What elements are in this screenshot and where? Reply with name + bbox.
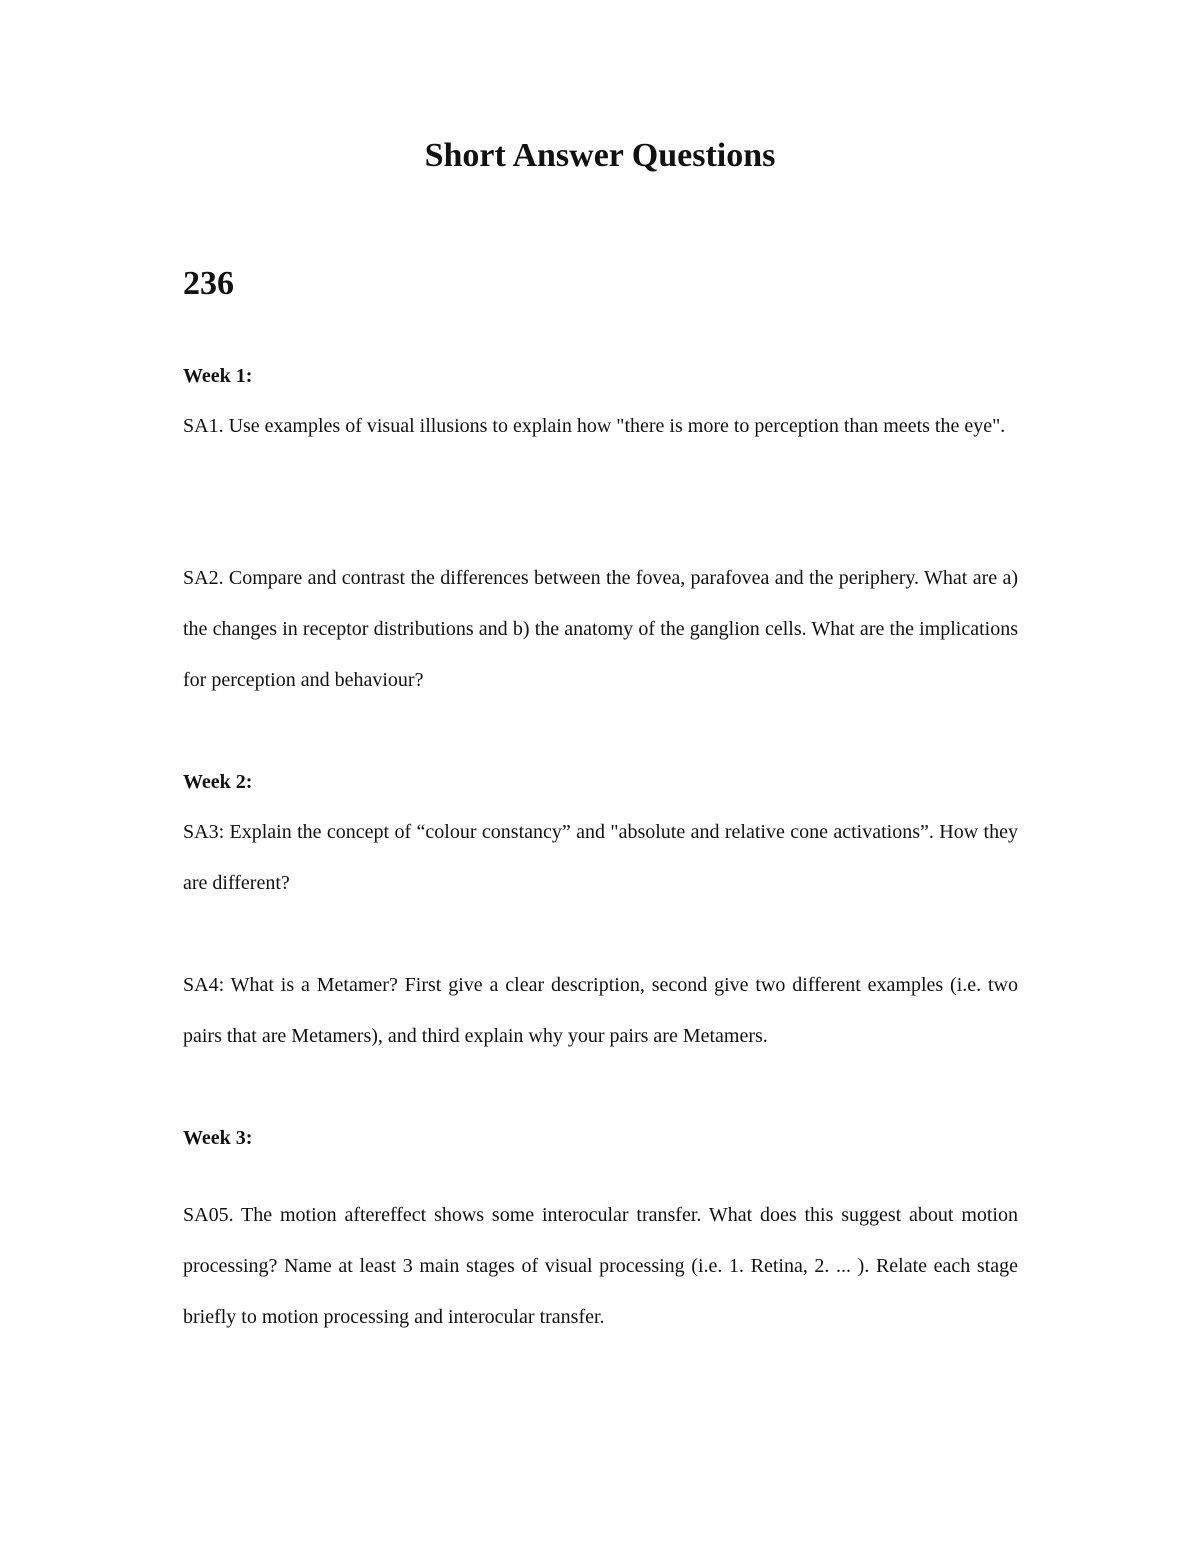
page-title: Short Answer Questions <box>424 137 776 174</box>
question-sa2: SA2. Compare and contrast the differences between the fovea, parafovea and the periphery. What are a) the changes in receptor distributions and b) the anatomy of the ganglion cells. What are the implications for perception and behaviour? <box>183 567 1018 691</box>
week-2-heading: Week 2: <box>183 771 253 793</box>
question-sa3: SA3: Explain the concept of “colour constancy” and "absolute and relative cone activations”. How they are different? <box>183 821 1018 894</box>
course-code: 236 <box>183 265 234 302</box>
question-sa1: SA1. Use examples of visual illusions to explain how "there is more to perception than meets the eye". <box>183 415 1006 437</box>
question-sa4: SA4: What is a Metamer? First give a clear description, second give two different examples (i.e. two pairs that are Metamers), and third explain why your pairs are Metamers. <box>183 974 1018 1047</box>
question-sa05: SA05. The motion aftereffect shows some interocular transfer. What does this suggest about motion processing? Name at least 3 main stages of visual processing (i.e. 1. Retina, 2. ... ). Relate each stage briefly to motion processing and interocular transfer. <box>183 1204 1018 1328</box>
week-3-heading: Week 3: <box>183 1127 253 1149</box>
week-1-heading: Week 1: <box>183 365 253 387</box>
